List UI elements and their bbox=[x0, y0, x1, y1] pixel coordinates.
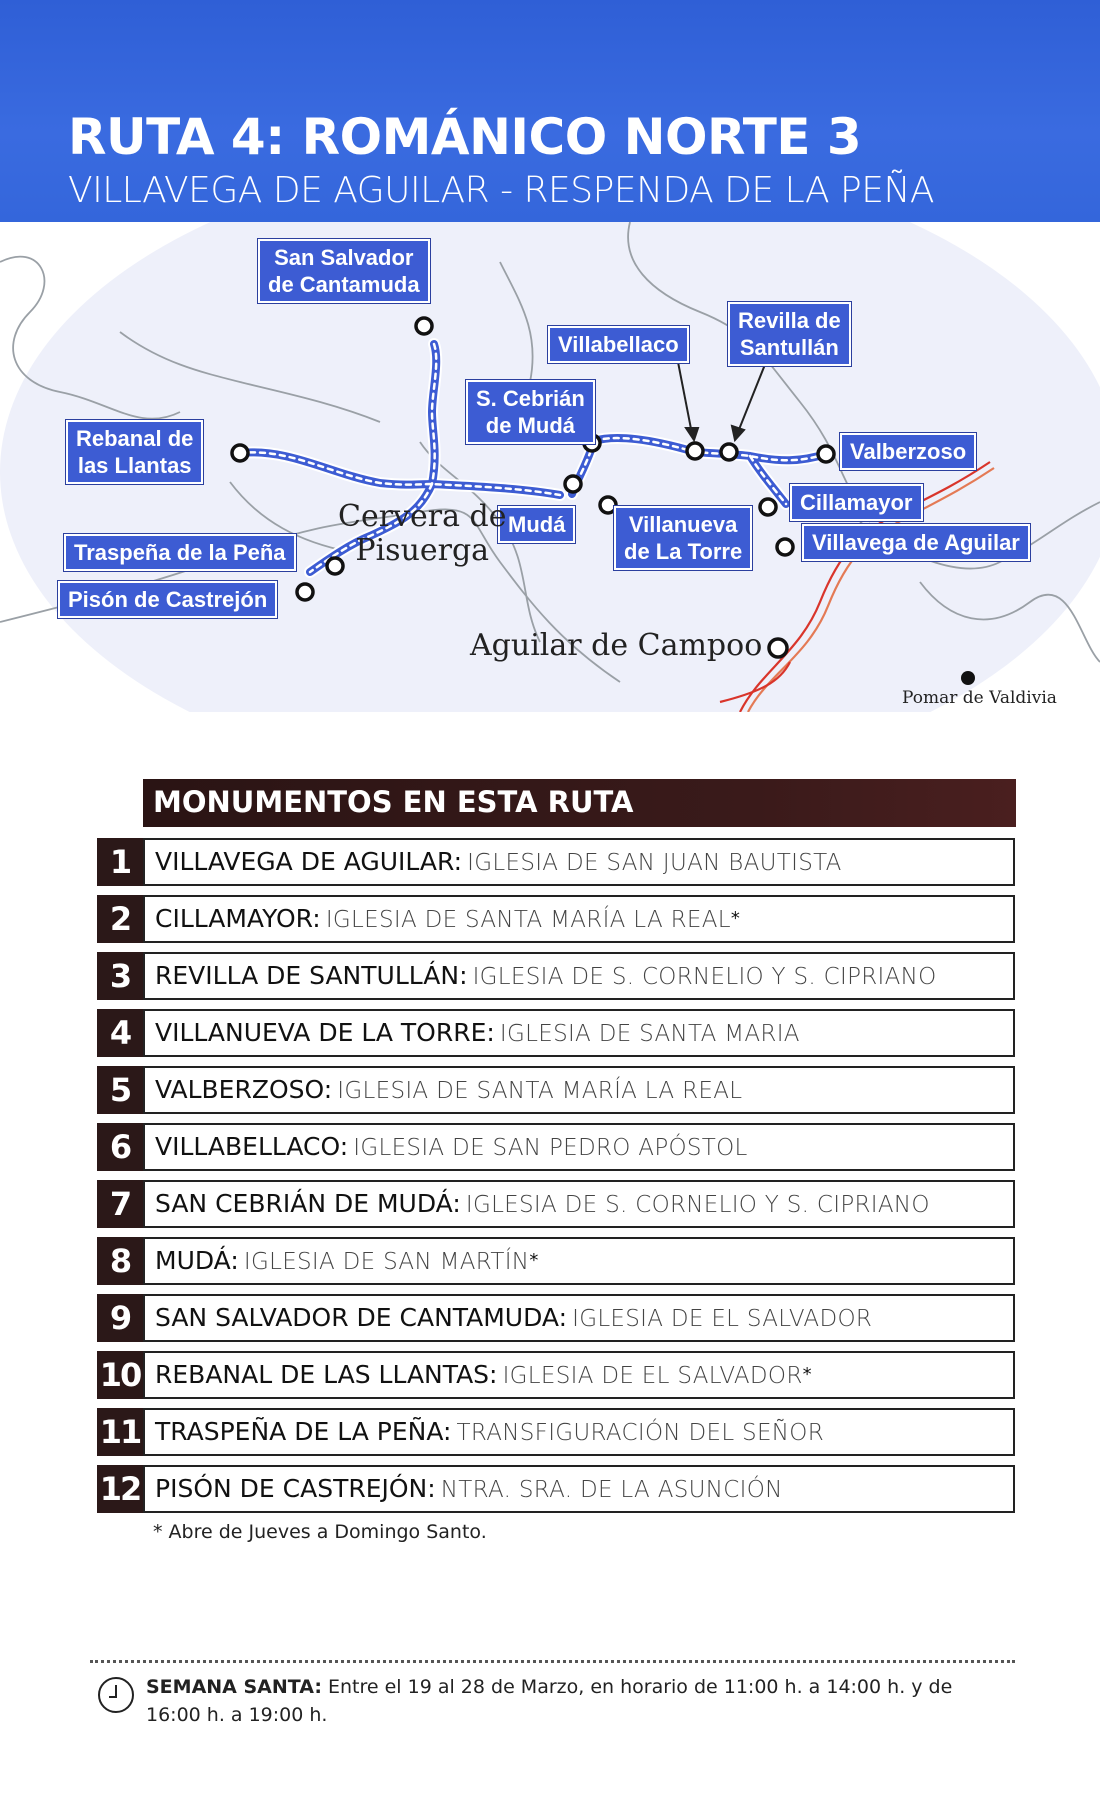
row-place: VILLAVEGA DE AGUILAR bbox=[155, 847, 454, 876]
stop-rebanal bbox=[232, 445, 248, 461]
row-content: VALBERZOSO: IGLESIA DE SANTA MARÍA LA REAL bbox=[143, 1066, 1015, 1114]
row-monument: NTRA. SRA. DE LA ASUNCIÓN bbox=[440, 1477, 783, 1503]
row-place: CILLAMAYOR bbox=[155, 904, 313, 933]
row-monument: IGLESIA DE SAN PEDRO APÓSTOL bbox=[353, 1135, 748, 1161]
stop-san-salvador bbox=[416, 318, 432, 334]
row-number: 8 bbox=[97, 1237, 143, 1285]
stop-revilla bbox=[721, 444, 737, 460]
row-number: 2 bbox=[97, 895, 143, 943]
row-number: 3 bbox=[97, 952, 143, 1000]
label-san-salvador: San Salvador de Cantamuda bbox=[258, 239, 430, 303]
monument-row bbox=[97, 838, 1017, 886]
row-star: * bbox=[730, 908, 740, 929]
row-content: VILLABELLACO: IGLESIA DE SAN PEDRO APÓSTOL bbox=[143, 1123, 1015, 1171]
monument-row bbox=[97, 1408, 1017, 1456]
row-content: CILLAMAYOR: IGLESIA DE SANTA MARÍA LA REAL* bbox=[143, 895, 1015, 943]
stop-muda bbox=[565, 476, 581, 492]
row-monument: IGLESIA DE SAN JUAN BAUTISTA bbox=[467, 850, 842, 876]
label-rebanal: Rebanal de las Llantas bbox=[66, 420, 203, 484]
row-monument: TRANSFIGURACIÓN DEL SEÑOR bbox=[456, 1420, 824, 1446]
town-cervera: Cervera de Pisuerga bbox=[338, 499, 507, 568]
monuments-heading: MONUMENTOS EN ESTA RUTA bbox=[153, 785, 634, 819]
label-cebrian: S. Cebrián de Mudá bbox=[466, 380, 595, 444]
row-monument: IGLESIA DE SANTA MARÍA LA REAL bbox=[325, 907, 731, 933]
monument-row bbox=[97, 1180, 1017, 1228]
monument-row bbox=[97, 1465, 1017, 1513]
row-content: VILLAVEGA DE AGUILAR: IGLESIA DE SAN JUAN BAUTISTA bbox=[143, 838, 1015, 886]
row-monument: IGLESIA DE SAN MARTÍN bbox=[243, 1249, 530, 1275]
row-number: 10 bbox=[97, 1351, 143, 1399]
row-content: PISÓN DE CASTREJÓN: NTRA. SRA. DE LA ASUNCIÓN bbox=[143, 1465, 1015, 1513]
row-number: 11 bbox=[97, 1408, 143, 1456]
stop-aguilar bbox=[769, 639, 787, 657]
row-place: REBANAL DE LAS LLANTAS bbox=[155, 1360, 490, 1389]
monuments-heading-bar bbox=[143, 779, 1016, 827]
row-place: SAN CEBRIÁN DE MUDÁ bbox=[155, 1189, 453, 1218]
monument-row bbox=[97, 1237, 1017, 1285]
label-traspena: Traspeña de la Peña bbox=[64, 534, 296, 571]
monument-row bbox=[97, 952, 1017, 1000]
stop-cillamayor bbox=[760, 499, 776, 515]
town-pomar: Pomar de Valdivia bbox=[902, 688, 1057, 708]
row-monument: IGLESIA DE S. CORNELIO Y S. CIPRIANO bbox=[472, 964, 937, 990]
row-content: SAN CEBRIÁN DE MUDÁ: IGLESIA DE S. CORNELIO Y S. CIPRIANO bbox=[143, 1180, 1015, 1228]
row-monument: IGLESIA DE EL SALVADOR bbox=[502, 1363, 803, 1389]
header-banner bbox=[0, 0, 1100, 222]
row-monument: IGLESIA DE S. CORNELIO Y S. CIPRIANO bbox=[465, 1192, 930, 1218]
row-content: VILLANUEVA DE LA TORRE: IGLESIA DE SANTA MARIA bbox=[143, 1009, 1015, 1057]
label-villanueva: Villanueva de La Torre bbox=[614, 506, 752, 570]
monument-row bbox=[97, 1123, 1017, 1171]
monument-row bbox=[97, 1294, 1017, 1342]
label-valberzoso: Valberzoso bbox=[840, 433, 976, 470]
dotted-divider bbox=[90, 1660, 1015, 1663]
stop-villabellaco bbox=[687, 443, 703, 459]
row-number: 6 bbox=[97, 1123, 143, 1171]
row-place: REVILLA DE SANTULLÁN bbox=[155, 961, 460, 990]
label-muda: Mudá bbox=[498, 506, 575, 543]
row-place: VILLABELLACO bbox=[155, 1132, 340, 1161]
row-content: SAN SALVADOR DE CANTAMUDA: IGLESIA DE EL SALVADOR bbox=[143, 1294, 1015, 1342]
monument-row bbox=[97, 1351, 1017, 1399]
label-villabellaco: Villabellaco bbox=[548, 326, 689, 363]
label-cillamayor: Cillamayor bbox=[790, 484, 923, 521]
row-monument: IGLESIA DE SANTA MARIA bbox=[499, 1021, 800, 1047]
clock-icon bbox=[98, 1677, 134, 1713]
row-place: MUDÁ bbox=[155, 1246, 231, 1275]
town-aguilar: Aguilar de Campoo bbox=[470, 628, 763, 663]
pomar-marker bbox=[961, 671, 975, 685]
row-number: 12 bbox=[97, 1465, 143, 1513]
stop-villavega bbox=[777, 539, 793, 555]
row-number: 4 bbox=[97, 1009, 143, 1057]
row-place: PISÓN DE CASTREJÓN bbox=[155, 1474, 428, 1503]
row-number: 5 bbox=[97, 1066, 143, 1114]
schedule-label: SEMANA SANTA: bbox=[146, 1676, 322, 1698]
schedule-text: Entre el 19 al 28 de Marzo, en horario de 11:00 h. a 14:00 h. y de 16:00 h. a 19:00 h. bbox=[146, 1676, 953, 1726]
row-place: VILLANUEVA DE LA TORRE bbox=[155, 1018, 487, 1047]
stop-pison bbox=[297, 584, 313, 600]
route-map bbox=[0, 222, 1100, 712]
row-content: REBANAL DE LAS LLANTAS: IGLESIA DE EL SALVADOR* bbox=[143, 1351, 1015, 1399]
row-content: REVILLA DE SANTULLÁN: IGLESIA DE S. CORNELIO Y S. CIPRIANO bbox=[143, 952, 1015, 1000]
row-number: 1 bbox=[97, 838, 143, 886]
schedule-info bbox=[146, 1673, 996, 1729]
row-number: 7 bbox=[97, 1180, 143, 1228]
row-content: MUDÁ: IGLESIA DE SAN MARTÍN* bbox=[143, 1237, 1015, 1285]
stop-valberzoso bbox=[818, 446, 834, 462]
label-revilla: Revilla de Santullán bbox=[728, 302, 851, 366]
row-monument: IGLESIA DE SANTA MARÍA LA REAL bbox=[337, 1078, 743, 1104]
row-content: TRASPEÑA DE LA PEÑA: TRANSFIGURACIÓN DEL SEÑOR bbox=[143, 1408, 1015, 1456]
row-number: 9 bbox=[97, 1294, 143, 1342]
route-subtitle: VILLAVEGA DE AGUILAR - RESPENDA DE LA PEÑA bbox=[68, 170, 935, 211]
row-place: VALBERZOSO bbox=[155, 1075, 324, 1104]
footnote: * Abre de Jueves a Domingo Santo. bbox=[153, 1521, 487, 1543]
route-title: RUTA 4: ROMÁNICO NORTE 3 bbox=[68, 108, 862, 166]
row-monument: IGLESIA DE EL SALVADOR bbox=[572, 1306, 873, 1332]
monument-row bbox=[97, 1009, 1017, 1057]
monument-row bbox=[97, 895, 1017, 943]
row-place: SAN SALVADOR DE CANTAMUDA bbox=[155, 1303, 559, 1332]
row-star: * bbox=[529, 1250, 539, 1271]
label-villavega: Villavega de Aguilar bbox=[802, 524, 1030, 561]
label-pison: Pisón de Castrejón bbox=[58, 581, 277, 618]
row-place: TRASPEÑA DE LA PEÑA bbox=[155, 1417, 444, 1446]
monument-row bbox=[97, 1066, 1017, 1114]
row-star: * bbox=[802, 1364, 812, 1385]
